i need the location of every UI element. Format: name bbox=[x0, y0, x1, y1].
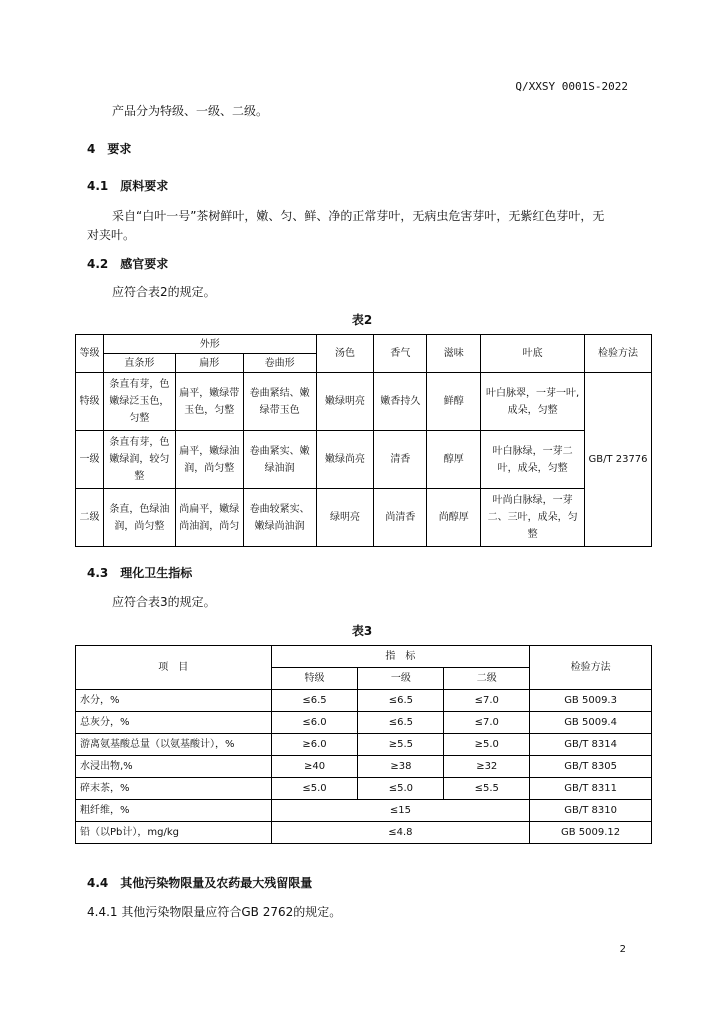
method-cell: GB 5009.4 bbox=[530, 712, 652, 734]
table-row bbox=[76, 822, 652, 844]
method-cell: GB 5009.12 bbox=[530, 822, 652, 844]
curl-cell: 卷曲紧实、嫩绿油润 bbox=[243, 431, 316, 489]
leaf-cell: 叶白脉绿，一芽二叶，成朵，匀整 bbox=[481, 431, 585, 489]
first-cell: ≤5.0 bbox=[358, 778, 444, 800]
physicochemical-table bbox=[75, 645, 652, 844]
section-4-3-text: 应符合表3的规定。 bbox=[112, 595, 216, 609]
straight-cell: 条直有芽，色嫩绿润，较匀整 bbox=[103, 431, 175, 489]
header-straight: 直条形 bbox=[103, 354, 175, 373]
taste-cell: 鲜醇 bbox=[427, 373, 481, 431]
section-4-2-text: 应符合表2的规定。 bbox=[112, 285, 216, 299]
straight-cell: 条直，色绿油润，尚匀整 bbox=[103, 489, 175, 547]
leaf-cell: 叶白脉翠，一芽一叶,成朵，匀整 bbox=[481, 373, 585, 431]
grade-intro: 产品分为特级、一级、二级。 bbox=[112, 104, 269, 118]
method-cell: GB/T 8310 bbox=[530, 800, 652, 822]
second-cell: ≤7.0 bbox=[444, 690, 530, 712]
item-cell: 水浸出物,% bbox=[76, 756, 272, 778]
method-cell: GB/T 8305 bbox=[530, 756, 652, 778]
header-grade: 等级 bbox=[76, 335, 104, 373]
section-4-1-heading: 4.1 原料要求 bbox=[87, 179, 169, 193]
flat-cell: 扁平，嫩绿带玉色，匀整 bbox=[175, 373, 243, 431]
header-second-grade: 二级 bbox=[444, 668, 530, 690]
first-cell: ≥38 bbox=[358, 756, 444, 778]
value-cell: ≤4.8 bbox=[271, 822, 530, 844]
section-4-4-1-text: 4.4.1 其他污染物限量应符合GB 2762的规定。 bbox=[87, 905, 342, 919]
header-method: 检验方法 bbox=[530, 646, 652, 690]
section-4-1-text-line1: 采自“白叶一号”茶树鲜叶，嫩、匀、鲜、净的正常芽叶，无病虫危害芽叶，无紫红色芽叶，无 bbox=[112, 209, 605, 223]
grade-cell: 特级 bbox=[76, 373, 104, 431]
sensory-table bbox=[75, 334, 652, 547]
page-number: 2 bbox=[619, 944, 626, 955]
item-cell: 碎末茶，% bbox=[76, 778, 272, 800]
header-leaf: 叶底 bbox=[481, 335, 585, 373]
item-cell: 总灰分，% bbox=[76, 712, 272, 734]
header-flat: 扁形 bbox=[175, 354, 243, 373]
curl-cell: 卷曲紧结、嫩绿带玉色 bbox=[243, 373, 316, 431]
item-cell: 铅（以Pb计），mg/kg bbox=[76, 822, 272, 844]
header-taste: 滋味 bbox=[427, 335, 481, 373]
grade-cell: 一级 bbox=[76, 431, 104, 489]
section-4-4-heading: 4.4 其他污染物限量及农药最大残留限量 bbox=[87, 876, 313, 890]
soup-cell: 绿明亮 bbox=[316, 489, 374, 547]
second-cell: ≤5.5 bbox=[444, 778, 530, 800]
special-cell: ≤5.0 bbox=[271, 778, 358, 800]
special-cell: ≤6.5 bbox=[271, 690, 358, 712]
table-row bbox=[76, 431, 652, 489]
header-item: 项 目 bbox=[76, 646, 272, 690]
value-cell: ≤15 bbox=[271, 800, 530, 822]
method-cell: GB 5009.3 bbox=[530, 690, 652, 712]
table-row bbox=[76, 734, 652, 756]
item-cell: 粗纤维，% bbox=[76, 800, 272, 822]
second-cell: ≤7.0 bbox=[444, 712, 530, 734]
table3-caption: 表3 bbox=[351, 624, 373, 638]
flat-cell: 扁平，嫩绿油润，尚匀整 bbox=[175, 431, 243, 489]
second-cell: ≥32 bbox=[444, 756, 530, 778]
first-cell: ≤6.5 bbox=[358, 712, 444, 734]
special-cell: ≥6.0 bbox=[271, 734, 358, 756]
soup-cell: 嫩绿明亮 bbox=[316, 373, 374, 431]
standard-number: Q/XXSY 0001S-2022 bbox=[515, 80, 628, 93]
grade-cell: 二级 bbox=[76, 489, 104, 547]
first-cell: ≤6.5 bbox=[358, 690, 444, 712]
taste-cell: 醇厚 bbox=[427, 431, 481, 489]
table-row bbox=[76, 756, 652, 778]
table2-caption: 表2 bbox=[351, 313, 373, 327]
aroma-cell: 尚清香 bbox=[374, 489, 427, 547]
first-cell: ≥5.5 bbox=[358, 734, 444, 756]
table-row bbox=[76, 489, 652, 547]
table-row bbox=[76, 690, 652, 712]
straight-cell: 条直有芽，色嫩绿泛玉色，匀整 bbox=[103, 373, 175, 431]
special-cell: ≥40 bbox=[271, 756, 358, 778]
table-row bbox=[76, 778, 652, 800]
item-cell: 游离氨基酸总量（以氨基酸计），% bbox=[76, 734, 272, 756]
header-shape: 外形 bbox=[103, 335, 316, 354]
section-4-1-text-line2: 对夹叶。 bbox=[87, 228, 136, 242]
special-cell: ≤6.0 bbox=[271, 712, 358, 734]
method-cell: GB/T 23776 bbox=[585, 373, 652, 547]
curl-cell: 卷曲较紧实、嫩绿尚油润 bbox=[243, 489, 316, 547]
section-4-heading: 4 要求 bbox=[87, 142, 132, 156]
header-index: 指 标 bbox=[271, 646, 530, 668]
method-cell: GB/T 8311 bbox=[530, 778, 652, 800]
header-special-grade: 特级 bbox=[271, 668, 358, 690]
header-aroma: 香气 bbox=[374, 335, 427, 373]
table-row bbox=[76, 373, 652, 431]
header-curl: 卷曲形 bbox=[243, 354, 316, 373]
header-first-grade: 一级 bbox=[358, 668, 444, 690]
flat-cell: 尚扁平，嫩绿尚油润，尚匀 bbox=[175, 489, 243, 547]
header-method: 检验方法 bbox=[585, 335, 652, 373]
method-cell: GB/T 8314 bbox=[530, 734, 652, 756]
second-cell: ≥5.0 bbox=[444, 734, 530, 756]
table-row bbox=[76, 800, 652, 822]
table-row bbox=[76, 712, 652, 734]
aroma-cell: 清香 bbox=[374, 431, 427, 489]
section-4-3-heading: 4.3 理化卫生指标 bbox=[87, 566, 193, 580]
header-soup: 汤色 bbox=[316, 335, 374, 373]
section-4-2-heading: 4.2 感官要求 bbox=[87, 257, 169, 271]
aroma-cell: 嫩香持久 bbox=[374, 373, 427, 431]
taste-cell: 尚醇厚 bbox=[427, 489, 481, 547]
item-cell: 水分，% bbox=[76, 690, 272, 712]
leaf-cell: 叶尚白脉绿，一芽二、三叶，成朵，匀整 bbox=[481, 489, 585, 547]
soup-cell: 嫩绿尚亮 bbox=[316, 431, 374, 489]
